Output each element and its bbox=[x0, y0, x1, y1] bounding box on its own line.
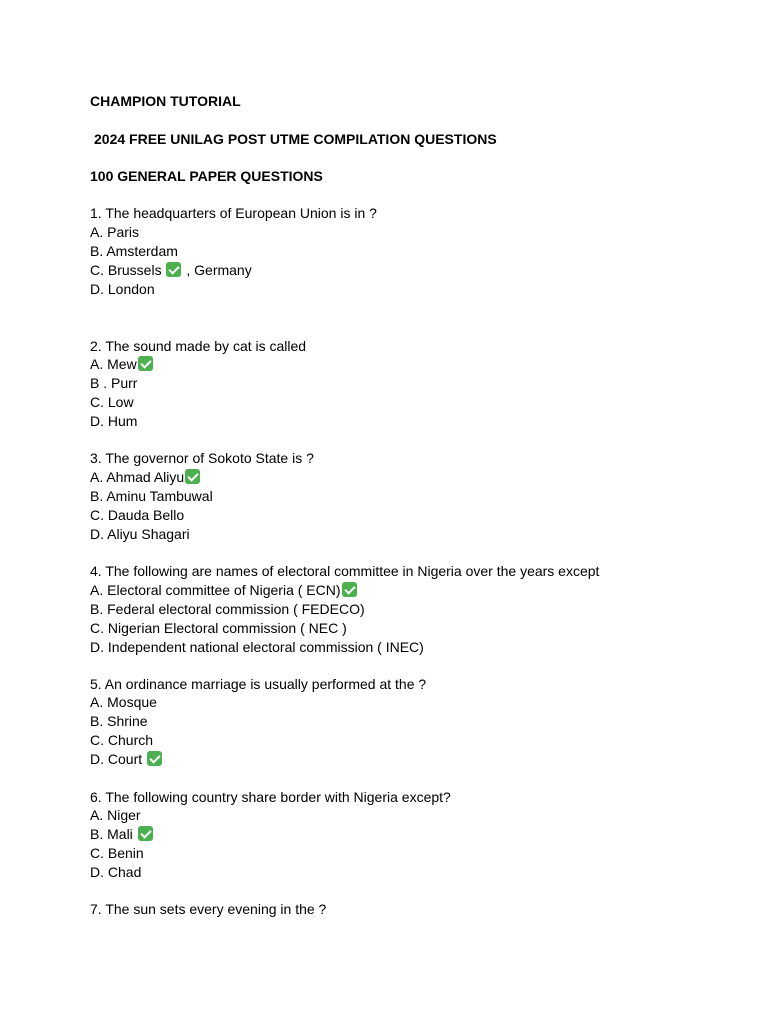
q1-option-b: B. Amsterdam bbox=[90, 243, 178, 259]
q2-option-a-text: A. Mew bbox=[90, 356, 137, 372]
q1-option-c-text: C. Brussels bbox=[90, 262, 166, 278]
question-2: 2. The sound made by cat is called bbox=[90, 338, 307, 354]
q2-option-b: B . Purr bbox=[90, 375, 138, 391]
q4-option-d: D. Independent national electoral commission ( INEC) bbox=[90, 639, 424, 655]
q4-option-b: B. Federal electoral commission ( FEDECO) bbox=[90, 601, 365, 617]
q3-option-c: C. Dauda Bello bbox=[90, 507, 185, 523]
q1-option-c-suffix: , Germany bbox=[182, 262, 252, 278]
q4-option-a bbox=[90, 581, 358, 599]
question-5: 5. An ordinance marriage is usually performed at the ? bbox=[90, 676, 427, 692]
q3-option-a bbox=[90, 468, 201, 486]
q6-option-b bbox=[90, 825, 154, 843]
q2-option-c: C. Low bbox=[90, 394, 134, 410]
check-mark-icon bbox=[147, 751, 162, 766]
document-title: CHAMPION TUTORIAL bbox=[90, 93, 241, 109]
q6-option-d: D. Chad bbox=[90, 864, 142, 880]
check-mark-icon bbox=[166, 262, 181, 277]
q2-option-d: D. Hum bbox=[90, 413, 138, 429]
q3-option-b: B. Aminu Tambuwal bbox=[90, 488, 213, 504]
q5-option-a: A. Mosque bbox=[90, 694, 157, 710]
q6-option-c: C. Benin bbox=[90, 845, 144, 861]
q4-option-a-text: A. Electoral committee of Nigeria ( ECN) bbox=[90, 582, 341, 598]
q6-option-a: A. Niger bbox=[90, 807, 141, 823]
question-6: 6. The following country share border with Nigeria except? bbox=[90, 789, 451, 805]
q3-option-a-text: A. Ahmad Aliyu bbox=[90, 469, 185, 485]
question-7: 7. The sun sets every evening in the ? bbox=[90, 901, 327, 917]
q5-option-d bbox=[90, 750, 163, 768]
section-heading: 100 GENERAL PAPER QUESTIONS bbox=[90, 168, 323, 184]
q4-option-c: C. Nigerian Electoral commission ( NEC ) bbox=[90, 620, 347, 636]
q1-option-c bbox=[90, 261, 252, 279]
q6-option-b-text: B. Mali bbox=[90, 826, 137, 842]
question-3: 3. The governor of Sokoto State is ? bbox=[90, 450, 314, 466]
q1-option-d: D. London bbox=[90, 281, 155, 297]
question-1: 1. The headquarters of European Union is in ? bbox=[90, 205, 377, 221]
q5-option-d-text: D. Court bbox=[90, 751, 147, 767]
check-mark-icon bbox=[342, 582, 357, 597]
question-4: 4. The following are names of electoral committee in Nigeria over the years except bbox=[90, 563, 600, 579]
q3-option-d: D. Aliyu Shagari bbox=[90, 526, 190, 542]
q1-option-a: A. Paris bbox=[90, 224, 140, 240]
q5-option-b: B. Shrine bbox=[90, 713, 148, 729]
check-mark-icon bbox=[138, 826, 153, 841]
q5-option-c: C. Church bbox=[90, 732, 154, 748]
check-mark-icon bbox=[138, 356, 153, 371]
q2-option-a bbox=[90, 355, 154, 373]
check-mark-icon bbox=[185, 469, 200, 484]
document-subtitle: 2024 FREE UNILAG POST UTME COMPILATION QUESTIONS bbox=[94, 131, 497, 147]
